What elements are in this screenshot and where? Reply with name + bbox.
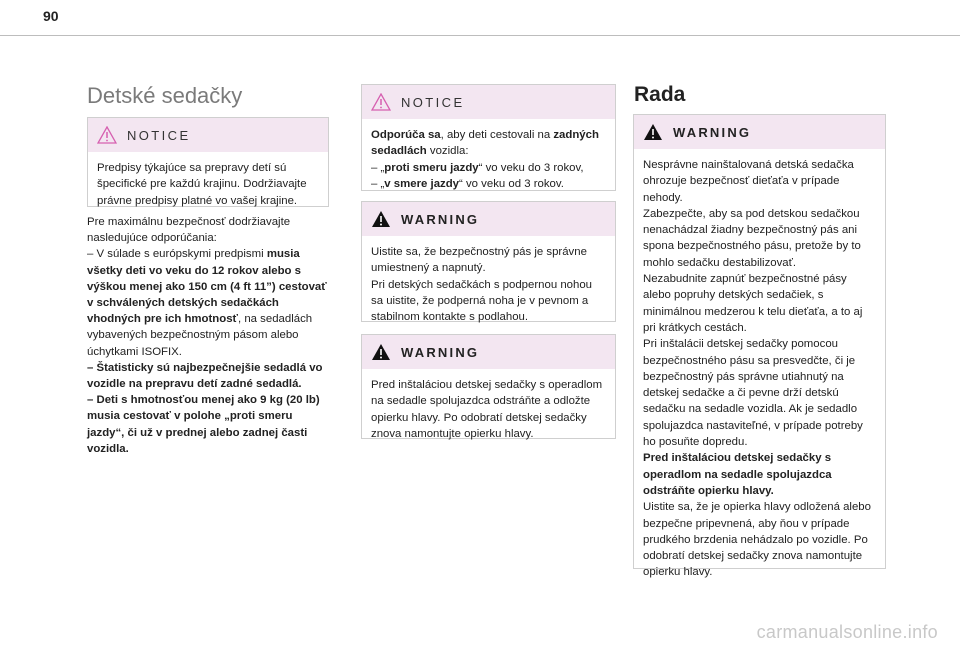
warning-label: WARNING: [673, 124, 752, 140]
recommendation-item-3: – Deti s hmotnosťou menej ako 9 kg (20 lb) musia cestovať v polohe „proti smeru jazdy“, či už v prednej alebo zadnej časti vozidla.: [87, 394, 320, 455]
warning-box-1: [361, 201, 616, 322]
warning-text: Nesprávne nainštalovaná detská sedačka ohrozuje bezpečnosť dieťaťa v prípade nehody. Zabezpečte, aby sa pod detskou sedačkou nenachádzal žiadny bezpečnostný pás ani spona bezpečnostného pásu, pretože by to mohlo sedačku destabilizovať. Nezabudnite zapnúť bezpečnostné pásy alebo popruhy detských sedačiek, s minimálnou medzerou k telu dieťaťa, a to aj pri krátkych cestách. Pri inštalácii detskej sedačky pomocou bezpečnostného pásu sa presvedčte, či je bezpečnostný pás správne utiahnutý na detskej sedačke a či pevne drží detskú sedačku na sedadle vozidla. Ak je sedadlo spolujazdca nastaviteľné, v prípade potreby ho posuňte dopredu. Pred inštaláciou detskej sedačky s operadlom na sedadle spolujazdca odstráňte opierku hlavy. Uistite sa, že je opierka hlavy odložená alebo bezpečne pripevnená, aby ňou v prípade prudkého brzdenia nehádzalo po vozidle. Po odobratí detskej sedačky znova namontujte opierku hlavy.: [643, 159, 871, 579]
warning-header: [634, 115, 885, 149]
section-title: Detské sedačky: [87, 83, 243, 108]
top-rule: [0, 35, 960, 36]
warning-icon: [371, 210, 391, 228]
warning-box-2: [361, 334, 616, 439]
warning-text: Uistite sa, že bezpečnostný pás je správne umiestnený a napnutý. Pri detských sedačkách s podpernou nohou sa uistite, že podperná noha je v pevnom a stabilnom kontakte s podlahou.: [371, 246, 592, 324]
watermark: carmanualsonline.info: [756, 622, 938, 642]
notice-label: NOTICE: [401, 94, 465, 110]
warning-header: [362, 335, 615, 369]
warning-header: [362, 202, 615, 236]
notice-box-1: [87, 117, 329, 207]
warning-icon: [643, 123, 663, 141]
warning-icon: [371, 343, 391, 361]
recommendations-intro: Pre maximálnu bezpečnosť dodržiavajte nasledujúce odporúčania:: [87, 216, 291, 245]
notice-icon: [371, 93, 391, 111]
notice-text: Predpisy týkajúce sa prepravy detí sú špecifické pre každú krajinu. Dodržiavajte právne predpisy platné vo vašej krajine.: [97, 162, 307, 207]
page-number: 90: [43, 8, 59, 24]
notice-text: Odporúča sa, aby deti cestovali na zadných sedadlách vozidla: – „proti smeru jazdy“ vo veku do 3 rokov, – „v smere jazdy“ vo veku od 3 rokov.: [371, 129, 599, 190]
notice-box-2: [361, 84, 616, 191]
warning-box-3: [633, 114, 886, 579]
warning-label: WARNING: [401, 211, 480, 227]
rada-title: Rada: [634, 83, 686, 106]
recommendation-item-1: – V súlade s európskymi predpismi musia všetky deti vo veku do 12 rokov alebo s výškou menej ako 150 cm (4 ft 11”) cestovať v schválených detských sedačkách vhodných pre ich hmotnosť, na sedadlách vybavených bezpečnostným pásom alebo úchytkami ISOFIX.: [87, 248, 327, 358]
notice-header: [362, 85, 615, 119]
notice-header: [88, 118, 328, 152]
warning-label: WARNING: [401, 344, 480, 360]
warning-text: Pred inštaláciou detskej sedačky s operadlom na sedadle spolujazdca odstráňte a odložte opierku hlavy. Po odobratí detskej sedačky znova namontujte opierku hlavy.: [371, 379, 603, 440]
child-seat-recommendations: [87, 214, 331, 457]
recommendation-item-2: – Štatisticky sú najbezpečnejšie sedadlá vo vozidle na prepravu detí zadné sedadlá.: [87, 361, 323, 391]
notice-label: NOTICE: [127, 127, 191, 143]
notice-icon: [97, 126, 117, 144]
